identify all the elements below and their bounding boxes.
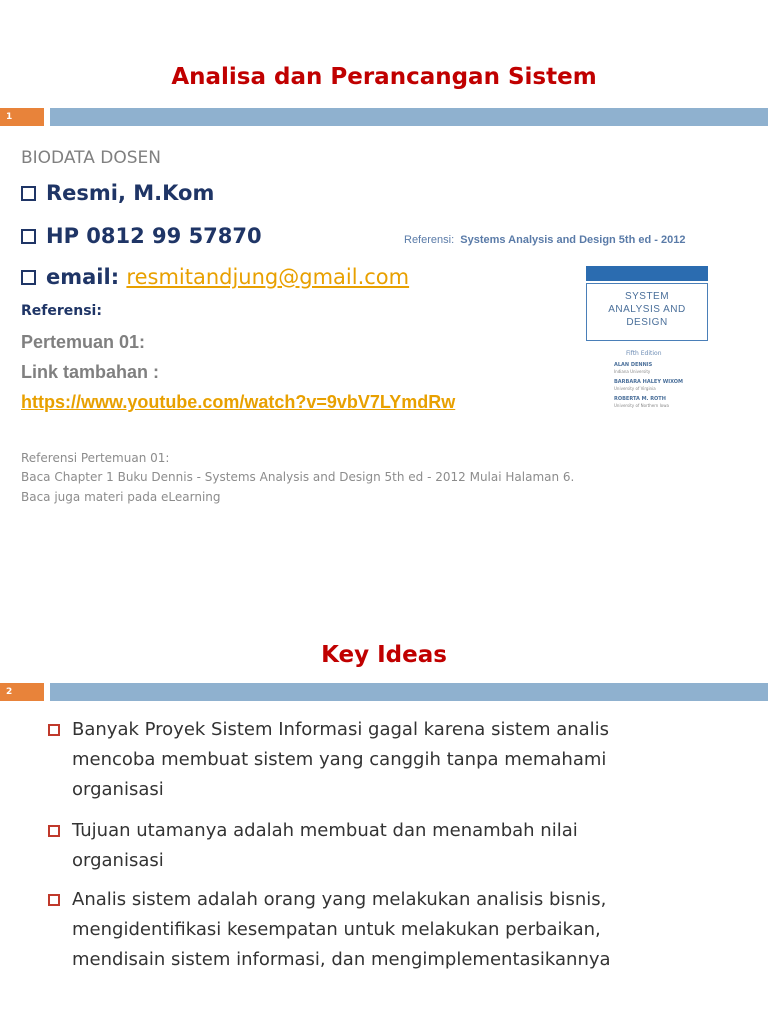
- biodata-heading: BIODATA DOSEN: [21, 148, 161, 168]
- pertemuan-label: Pertemuan 01:: [21, 332, 146, 352]
- checkbox-bullet-icon: [21, 186, 36, 201]
- bullet-line: Analis sistem adalah orang yang melakukan analisis bisnis,: [72, 889, 607, 910]
- referensi-label: Referensi:: [21, 303, 102, 319]
- slide-number: 1: [0, 108, 44, 126]
- checkbox-bullet-icon: [21, 229, 36, 244]
- book-cover-image: [577, 256, 717, 423]
- bullet-line: organisasi: [72, 850, 164, 871]
- book-author: ALAN DENNIS: [614, 362, 653, 368]
- book-affiliation: Indiana University: [614, 369, 651, 374]
- book-stripe: [586, 266, 708, 281]
- youtube-link[interactable]: https://www.youtube.com/watch?v=9vbV7LYmdRw: [21, 392, 456, 412]
- reference-caption-label: Referensi:: [404, 234, 455, 246]
- checkbox-bullet-icon: [21, 270, 36, 285]
- note-line: Referensi Pertemuan 01:: [21, 451, 170, 465]
- book-edition: Fifth Edition: [626, 350, 662, 357]
- name-text: Resmi, M.Kom: [46, 181, 215, 205]
- reference-caption: [404, 234, 685, 246]
- bullet-line: mendisain sistem informasi, dan mengimplementasikannya: [72, 949, 611, 970]
- phone-text: HP 0812 99 57870: [46, 224, 262, 248]
- book-title-line: DESIGN: [626, 317, 668, 328]
- bullet-paragraph: [72, 715, 722, 805]
- name-item: [21, 181, 214, 205]
- bullet-line: organisasi: [72, 779, 164, 800]
- book-title-line: ANALYSIS AND: [608, 304, 686, 315]
- email-link[interactable]: resmitandjung@gmail.com: [126, 265, 410, 289]
- bullet-line: mengidentifikasi kesempatan untuk melakukan perbaikan,: [72, 919, 601, 940]
- bar-fill: [50, 683, 768, 701]
- slide-number-bar: [0, 683, 768, 701]
- book-title-line: SYSTEM: [624, 291, 670, 302]
- square-bullet-icon: [48, 825, 60, 837]
- book-author: BARBARA HALEY WIXOM: [614, 379, 683, 385]
- phone-item: [21, 224, 262, 248]
- email-item: [21, 265, 409, 289]
- square-bullet-icon: [48, 894, 60, 906]
- link-label: Link tambahan :: [21, 362, 160, 382]
- note-line: Baca juga materi pada eLearning: [21, 490, 221, 504]
- book-affiliation: University of Virginia: [614, 386, 656, 391]
- slide-number: 2: [0, 683, 44, 701]
- bullet-paragraph: [72, 816, 722, 876]
- slide-title: Key Ideas: [321, 642, 447, 668]
- square-bullet-icon: [48, 724, 60, 736]
- reference-caption-value: Systems Analysis and Design 5th ed - 2012: [460, 234, 686, 246]
- bullet-line: Banyak Proyek Sistem Informasi gagal karena sistem analis: [72, 719, 610, 740]
- email-label: email:: [46, 265, 120, 289]
- book-title: [586, 283, 708, 341]
- book-affiliation: University of Northern Iowa: [614, 403, 669, 408]
- slide-number-bar: [0, 108, 768, 126]
- note-line: Baca Chapter 1 Buku Dennis - Systems Analysis and Design 5th ed - 2012 Mulai Halaman 6.: [21, 470, 575, 484]
- bullet-line: mencoba membuat sistem yang canggih tanpa memahami: [72, 749, 607, 770]
- book-author: ROBERTA M. ROTH: [614, 396, 666, 402]
- bullet-paragraph: [72, 885, 722, 975]
- bar-fill: [50, 108, 768, 126]
- slide-title: Analisa dan Perancangan Sistem: [171, 64, 597, 90]
- bullet-line: Tujuan utamanya adalah membuat dan menambah nilai: [72, 820, 578, 841]
